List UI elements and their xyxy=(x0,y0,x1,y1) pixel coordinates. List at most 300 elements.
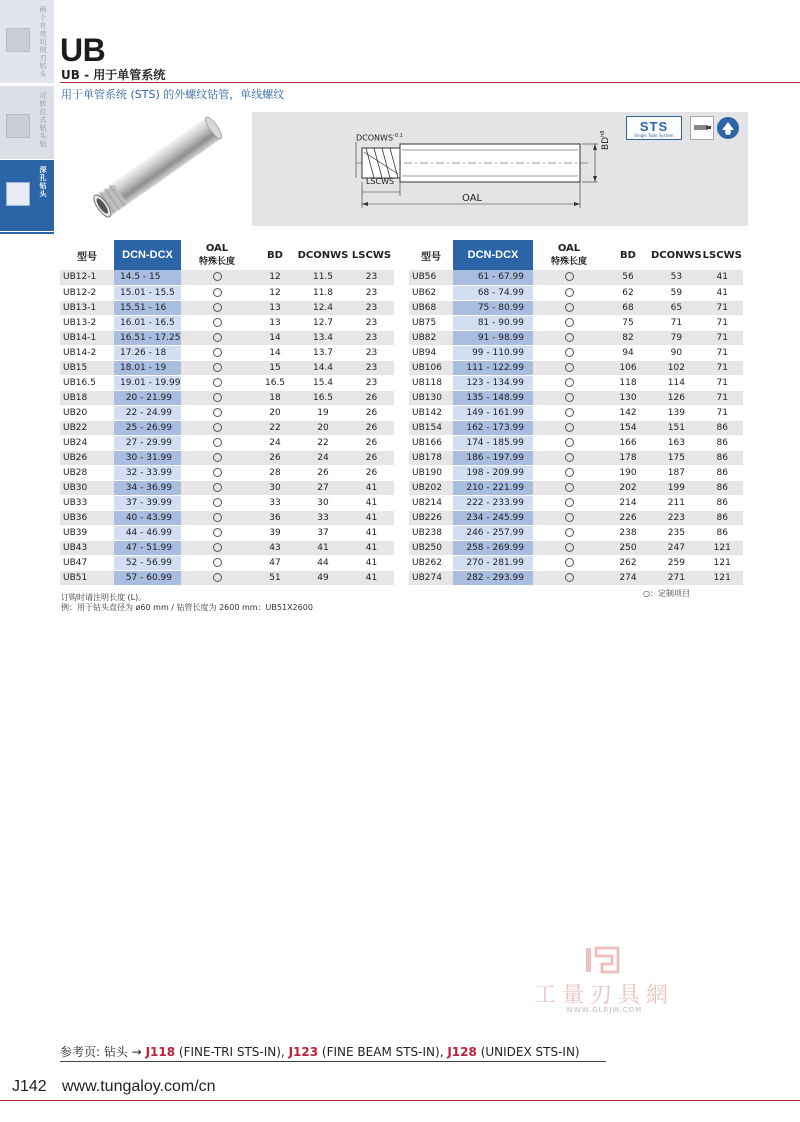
dconws-cell: 12.4 xyxy=(297,300,349,315)
dcn-dcx-cell: 34 - 36.99 xyxy=(114,480,181,495)
oal-cell xyxy=(533,525,605,540)
lscws-cell: 71 xyxy=(702,375,743,390)
dcn-dcx-cell: 75 - 80.99 xyxy=(453,300,533,315)
dcn-dcx-cell: 16.01 - 16.5 xyxy=(114,315,181,330)
lscws-cell: 26 xyxy=(349,390,394,405)
lscws-cell: 121 xyxy=(702,570,743,585)
header-dcn-dcx: DCN-DCX xyxy=(114,240,181,270)
oal-cell xyxy=(533,450,605,465)
lscws-cell: 121 xyxy=(702,540,743,555)
table-row xyxy=(409,510,743,525)
table-row xyxy=(60,465,394,480)
ref-link-j118[interactable]: J118 xyxy=(145,1045,176,1059)
page-title: UB xyxy=(60,32,106,68)
dcn-dcx-cell: 22 - 24.99 xyxy=(114,405,181,420)
bd-cell: 202 xyxy=(605,480,651,495)
table-row xyxy=(60,495,394,510)
sidebar-tab-two-flute-drills[interactable] xyxy=(0,0,54,84)
dconws-cell: 187 xyxy=(651,465,702,480)
custom-length-circle-icon xyxy=(213,483,222,492)
model-cell: UB39 xyxy=(60,525,114,540)
dconws-cell: 139 xyxy=(651,405,702,420)
header-lscws: LSCWS xyxy=(702,249,742,261)
lscws-cell: 23 xyxy=(349,270,394,285)
custom-item-legend: ○：定制项目 xyxy=(643,589,690,598)
bd-cell: 75 xyxy=(605,315,651,330)
ref-link-j123[interactable]: J123 xyxy=(288,1045,319,1059)
oal-cell xyxy=(181,285,253,300)
oal-cell xyxy=(181,555,253,570)
model-cell: UB118 xyxy=(409,375,453,390)
dconws-cell: 65 xyxy=(651,300,702,315)
table-row xyxy=(409,285,743,300)
oal-cell xyxy=(181,375,253,390)
watermark-text: 工量刃具網 xyxy=(534,983,675,1008)
bd-cell: 14 xyxy=(253,330,297,345)
lscws-cell: 23 xyxy=(349,300,394,315)
dconws-cell: 20 xyxy=(297,420,349,435)
bd-cell: 13 xyxy=(253,315,297,330)
table-row xyxy=(409,525,743,540)
bd-cell: 68 xyxy=(605,300,651,315)
table-row xyxy=(60,435,394,450)
table-row xyxy=(409,495,743,510)
lscws-cell: 23 xyxy=(349,330,394,345)
dcn-dcx-cell: 25 - 26.99 xyxy=(114,420,181,435)
website-link[interactable]: www.tungaloy.com/cn xyxy=(62,1078,216,1095)
model-cell: UB82 xyxy=(409,330,453,345)
table-row xyxy=(60,570,394,585)
model-cell: UB154 xyxy=(409,420,453,435)
table-row xyxy=(409,345,743,360)
dcn-dcx-cell: 198 - 209.99 xyxy=(453,465,533,480)
dconws-cell: 41 xyxy=(297,540,349,555)
dcn-dcx-cell: 270 - 281.99 xyxy=(453,555,533,570)
lscws-cell: 86 xyxy=(702,435,743,450)
dconws-cell: 14.4 xyxy=(297,360,349,375)
dcn-dcx-cell: 210 - 221.99 xyxy=(453,480,533,495)
header-bd: BD xyxy=(267,249,283,261)
order-example: 例：用于钻头直径为 ø60 mm / 钻管长度为 2600 mm：UB51X2600 xyxy=(61,603,313,612)
lscws-cell: 71 xyxy=(702,405,743,420)
custom-length-circle-icon xyxy=(565,408,574,417)
custom-length-circle-icon xyxy=(213,498,222,507)
drill-thumbnail-icon xyxy=(6,182,30,206)
model-cell: UB26 xyxy=(60,450,114,465)
model-cell: UB142 xyxy=(409,405,453,420)
bd-cell: 142 xyxy=(605,405,651,420)
custom-length-circle-icon xyxy=(213,468,222,477)
watermark-logo-icon xyxy=(584,944,624,978)
oal-cell xyxy=(181,570,253,585)
bd-cell: 94 xyxy=(605,345,651,360)
table-row xyxy=(60,285,394,300)
oal-cell xyxy=(181,270,253,285)
model-cell: UB178 xyxy=(409,450,453,465)
dconws-cell: 114 xyxy=(651,375,702,390)
custom-length-circle-icon xyxy=(565,513,574,522)
lscws-cell: 86 xyxy=(702,480,743,495)
bd-cell: 22 xyxy=(253,420,297,435)
model-cell: UB18 xyxy=(60,390,114,405)
table-row xyxy=(60,360,394,375)
bd-cell: 178 xyxy=(605,450,651,465)
dcn-dcx-cell: 40 - 43.99 xyxy=(114,510,181,525)
oal-cell xyxy=(181,450,253,465)
lscws-cell: 26 xyxy=(349,435,394,450)
oal-cell xyxy=(533,495,605,510)
custom-length-circle-icon xyxy=(213,318,222,327)
lscws-cell: 71 xyxy=(702,360,743,375)
header-bd: BD xyxy=(620,249,636,261)
custom-length-circle-icon xyxy=(565,483,574,492)
table-row xyxy=(60,390,394,405)
oal-cell xyxy=(181,405,253,420)
bd-cell: 28 xyxy=(253,465,297,480)
table-row xyxy=(60,480,394,495)
custom-length-circle-icon xyxy=(213,378,222,387)
custom-length-circle-icon xyxy=(213,558,222,567)
custom-length-circle-icon xyxy=(565,378,574,387)
oal-cell xyxy=(181,495,253,510)
lscws-cell: 23 xyxy=(349,285,394,300)
oal-cell xyxy=(181,465,253,480)
oal-cell xyxy=(533,480,605,495)
page-number: J142 xyxy=(12,1078,47,1095)
oal-label: OAL xyxy=(462,193,483,204)
bd-cell: 130 xyxy=(605,390,651,405)
dcn-dcx-cell: 18.01 - 19 xyxy=(114,360,181,375)
custom-length-circle-icon xyxy=(565,363,574,372)
dcn-dcx-cell: 91 - 98.99 xyxy=(453,330,533,345)
bd-cell: 24 xyxy=(253,435,297,450)
custom-length-circle-icon xyxy=(213,408,222,417)
custom-length-circle-icon xyxy=(213,513,222,522)
table-row xyxy=(60,300,394,315)
custom-length-circle-icon xyxy=(565,498,574,507)
oal-cell xyxy=(181,315,253,330)
bd-cell: 16.5 xyxy=(253,375,297,390)
dcn-dcx-cell: 222 - 233.99 xyxy=(453,495,533,510)
dconws-cell: 19 xyxy=(297,405,349,420)
oal-cell xyxy=(533,330,605,345)
lscws-cell: 26 xyxy=(349,465,394,480)
order-note: 订购时请注明长度 (L)。 xyxy=(61,593,147,602)
model-cell: UB15 xyxy=(60,360,114,375)
model-cell: UB166 xyxy=(409,435,453,450)
model-cell: UB274 xyxy=(409,570,453,585)
lscws-cell: 71 xyxy=(702,390,743,405)
model-cell: UB68 xyxy=(409,300,453,315)
bd-cell: 238 xyxy=(605,525,651,540)
model-cell: UB214 xyxy=(409,495,453,510)
table-row xyxy=(409,270,743,285)
dcn-dcx-cell: 258 - 269.99 xyxy=(453,540,533,555)
bd-cell: 118 xyxy=(605,375,651,390)
lscws-cell: 71 xyxy=(702,300,743,315)
dcn-dcx-cell: 27 - 29.99 xyxy=(114,435,181,450)
table-row xyxy=(60,555,394,570)
custom-length-circle-icon xyxy=(565,348,574,357)
custom-length-circle-icon xyxy=(213,453,222,462)
watermark-url: WWW.GLRJW.COM xyxy=(566,1006,643,1014)
bd-cell: 82 xyxy=(605,330,651,345)
lscws-cell: 86 xyxy=(702,510,743,525)
dcn-dcx-cell: 20 - 21.99 xyxy=(114,390,181,405)
dcn-dcx-cell: 234 - 245.99 xyxy=(453,510,533,525)
model-cell: UB20 xyxy=(60,405,114,420)
dconws-cell: 16.5 xyxy=(297,390,349,405)
dcn-dcx-cell: 81 - 90.99 xyxy=(453,315,533,330)
custom-length-circle-icon xyxy=(565,272,574,281)
dcn-dcx-cell: 68 - 74.99 xyxy=(453,285,533,300)
bd-cell: 18 xyxy=(253,390,297,405)
lscws-cell: 86 xyxy=(702,495,743,510)
table-row xyxy=(60,375,394,390)
bd-cell: 262 xyxy=(605,555,651,570)
bd-cell: 15 xyxy=(253,360,297,375)
dconws-cell: 211 xyxy=(651,495,702,510)
model-cell: UB47 xyxy=(60,555,114,570)
dconws-cell: 126 xyxy=(651,390,702,405)
dconws-cell: 53 xyxy=(651,270,702,285)
bd-label: $BD^{h8}$ xyxy=(600,130,611,150)
oal-cell xyxy=(533,285,605,300)
custom-length-circle-icon xyxy=(565,528,574,537)
lscws-cell: 71 xyxy=(702,315,743,330)
bd-cell: 166 xyxy=(605,435,651,450)
model-cell: UB14-2 xyxy=(60,345,114,360)
header-dconws: DCONWS xyxy=(651,249,702,261)
model-cell: UB202 xyxy=(409,480,453,495)
custom-length-circle-icon xyxy=(565,303,574,312)
oal-cell xyxy=(533,390,605,405)
custom-length-circle-icon xyxy=(565,468,574,477)
dconws-cell: 26 xyxy=(297,465,349,480)
header-model: 型号 xyxy=(421,251,441,263)
custom-length-circle-icon xyxy=(565,573,574,582)
model-cell: UB106 xyxy=(409,360,453,375)
model-cell: UB226 xyxy=(409,510,453,525)
dcn-dcx-cell: 246 - 257.99 xyxy=(453,525,533,540)
custom-length-circle-icon xyxy=(565,288,574,297)
oal-cell xyxy=(533,435,605,450)
dcn-dcx-cell: 186 - 197.99 xyxy=(453,450,533,465)
lscws-cell: 71 xyxy=(702,330,743,345)
model-cell: UB130 xyxy=(409,390,453,405)
custom-length-circle-icon xyxy=(213,333,222,342)
lscws-cell: 41 xyxy=(349,480,394,495)
table-row xyxy=(409,300,743,315)
model-cell: UB51 xyxy=(60,570,114,585)
bd-cell: 12 xyxy=(253,285,297,300)
header-dconws: DCONWS xyxy=(297,249,349,261)
sidebar-tab-label: 两个有效切削刃钻头 xyxy=(39,6,47,78)
table-row xyxy=(409,315,743,330)
oal-cell xyxy=(533,420,605,435)
spec-table-right xyxy=(409,240,743,586)
dcn-dcx-cell: 282 - 293.99 xyxy=(453,570,533,585)
bd-cell: 226 xyxy=(605,510,651,525)
table-row xyxy=(60,330,394,345)
custom-length-circle-icon xyxy=(213,393,222,402)
lscws-cell: 121 xyxy=(702,555,743,570)
custom-length-circle-icon xyxy=(213,363,222,372)
table-row xyxy=(60,345,394,360)
sidebar-tab-deep-hole-drills[interactable] xyxy=(0,160,54,232)
oal-cell xyxy=(181,540,253,555)
bd-cell: 190 xyxy=(605,465,651,480)
header-model: 型号 xyxy=(77,251,97,263)
table-row xyxy=(409,540,743,555)
table-row xyxy=(409,555,743,570)
dcn-dcx-cell: 15.01 - 15.5 xyxy=(114,285,181,300)
table-row xyxy=(409,450,743,465)
lscws-cell: 41 xyxy=(702,285,743,300)
oal-cell xyxy=(533,405,605,420)
dcn-dcx-cell: 174 - 185.99 xyxy=(453,435,533,450)
bd-cell: 12 xyxy=(253,270,297,285)
table-row xyxy=(60,270,394,285)
dconws-label: $DCONWS^{-0.1}$ xyxy=(356,133,403,143)
dconws-cell: 247 xyxy=(651,540,702,555)
model-cell: UB94 xyxy=(409,345,453,360)
custom-length-circle-icon xyxy=(565,438,574,447)
dcn-dcx-cell: 32 - 33.99 xyxy=(114,465,181,480)
table-row xyxy=(60,510,394,525)
dconws-cell: 49 xyxy=(297,570,349,585)
bd-cell: 106 xyxy=(605,360,651,375)
bd-cell: 14 xyxy=(253,345,297,360)
dcn-dcx-cell: 99 - 110.99 xyxy=(453,345,533,360)
lscws-cell: 86 xyxy=(702,465,743,480)
footer-divider xyxy=(60,1061,606,1062)
custom-length-circle-icon xyxy=(213,423,222,432)
dconws-cell: 271 xyxy=(651,570,702,585)
table-row xyxy=(60,315,394,330)
dconws-cell: 13.4 xyxy=(297,330,349,345)
table-row xyxy=(409,360,743,375)
model-cell: UB43 xyxy=(60,540,114,555)
dcn-dcx-cell: 16.51 - 17.25 xyxy=(114,330,181,345)
table-row xyxy=(409,570,743,585)
lscws-cell: 41 xyxy=(349,495,394,510)
bd-cell: 39 xyxy=(253,525,297,540)
bd-cell: 33 xyxy=(253,495,297,510)
dconws-cell: 259 xyxy=(651,555,702,570)
lscws-cell: 41 xyxy=(349,510,394,525)
oal-cell xyxy=(181,435,253,450)
sidebar-tab-label: 可转位式钻头钻 xyxy=(39,92,47,148)
sidebar-tab-label: 深孔钻头 xyxy=(39,166,47,198)
lscws-cell: 86 xyxy=(702,450,743,465)
model-cell: UB14-1 xyxy=(60,330,114,345)
dconws-cell: 27 xyxy=(297,480,349,495)
dcn-dcx-cell: 14.5 - 15 xyxy=(114,270,181,285)
dcn-dcx-cell: 162 - 173.99 xyxy=(453,420,533,435)
oal-cell xyxy=(181,300,253,315)
model-cell: UB62 xyxy=(409,285,453,300)
header-dcn-dcx: DCN-DCX xyxy=(453,240,533,270)
page-description: 用于单管系统 (STS) 的外螺纹钻管，单线螺纹 xyxy=(61,88,285,101)
page-subtitle: UB - 用于单管系统 xyxy=(61,68,166,82)
oal-cell xyxy=(533,360,605,375)
custom-length-circle-icon xyxy=(213,303,222,312)
lscws-cell: 86 xyxy=(702,525,743,540)
bd-cell: 250 xyxy=(605,540,651,555)
table-row xyxy=(409,465,743,480)
oal-cell xyxy=(533,540,605,555)
coolant-through-icon xyxy=(716,116,740,140)
oal-cell xyxy=(533,555,605,570)
dcn-dcx-cell: 47 - 51.99 xyxy=(114,540,181,555)
footer-rule xyxy=(0,1100,800,1101)
dcn-dcx-cell: 37 - 39.99 xyxy=(114,495,181,510)
custom-length-circle-icon xyxy=(213,438,222,447)
dconws-cell: 33 xyxy=(297,510,349,525)
dconws-cell: 22 xyxy=(297,435,349,450)
dconws-cell: 11.8 xyxy=(297,285,349,300)
table-row xyxy=(409,390,743,405)
dconws-cell: 12.7 xyxy=(297,315,349,330)
lscws-cell: 23 xyxy=(349,345,394,360)
oal-cell xyxy=(533,465,605,480)
dconws-cell: 15.4 xyxy=(297,375,349,390)
spec-table-left xyxy=(60,240,394,586)
oal-cell xyxy=(533,570,605,585)
oal-cell xyxy=(533,510,605,525)
bd-cell: 20 xyxy=(253,405,297,420)
model-cell: UB12-1 xyxy=(60,270,114,285)
dconws-cell: 71 xyxy=(651,315,702,330)
header-divider xyxy=(60,82,800,83)
bd-cell: 36 xyxy=(253,510,297,525)
model-cell: UB13-1 xyxy=(60,300,114,315)
lscws-cell: 41 xyxy=(349,555,394,570)
dconws-cell: 151 xyxy=(651,420,702,435)
custom-length-circle-icon xyxy=(213,272,222,281)
model-cell: UB13-2 xyxy=(60,315,114,330)
model-cell: UB16.5 xyxy=(60,375,114,390)
model-cell: UB56 xyxy=(409,270,453,285)
reference-pages: 参考页: 钻头 → J118 (FINE-TRI STS-IN), J123 (FINE BEAM STS-IN), J128 (UNIDEX STS-IN) xyxy=(60,1045,580,1059)
dcn-dcx-cell: 17.26 - 18 xyxy=(114,345,181,360)
dconws-cell: 24 xyxy=(297,450,349,465)
sts-logo: STS Single Tube System xyxy=(626,116,682,140)
table-row xyxy=(409,330,743,345)
dcn-dcx-cell: 19.01 - 19.99 xyxy=(114,375,181,390)
bd-cell: 30 xyxy=(253,480,297,495)
drill-thumbnail-icon xyxy=(6,28,30,52)
oal-cell xyxy=(181,480,253,495)
dconws-cell: 13.7 xyxy=(297,345,349,360)
lscws-cell: 71 xyxy=(702,345,743,360)
table-row xyxy=(409,405,743,420)
lscws-cell: 41 xyxy=(349,540,394,555)
dconws-cell: 199 xyxy=(651,480,702,495)
sidebar-tab-indexable-drills[interactable] xyxy=(0,86,54,160)
custom-length-circle-icon xyxy=(565,423,574,432)
lscws-cell: 41 xyxy=(702,270,743,285)
model-cell: UB262 xyxy=(409,555,453,570)
bd-cell: 26 xyxy=(253,450,297,465)
model-cell: UB28 xyxy=(60,465,114,480)
lscws-cell: 26 xyxy=(349,405,394,420)
ref-link-j128[interactable]: J128 xyxy=(447,1045,477,1059)
model-cell: UB22 xyxy=(60,420,114,435)
table-row xyxy=(409,435,743,450)
dconws-cell: 44 xyxy=(297,555,349,570)
